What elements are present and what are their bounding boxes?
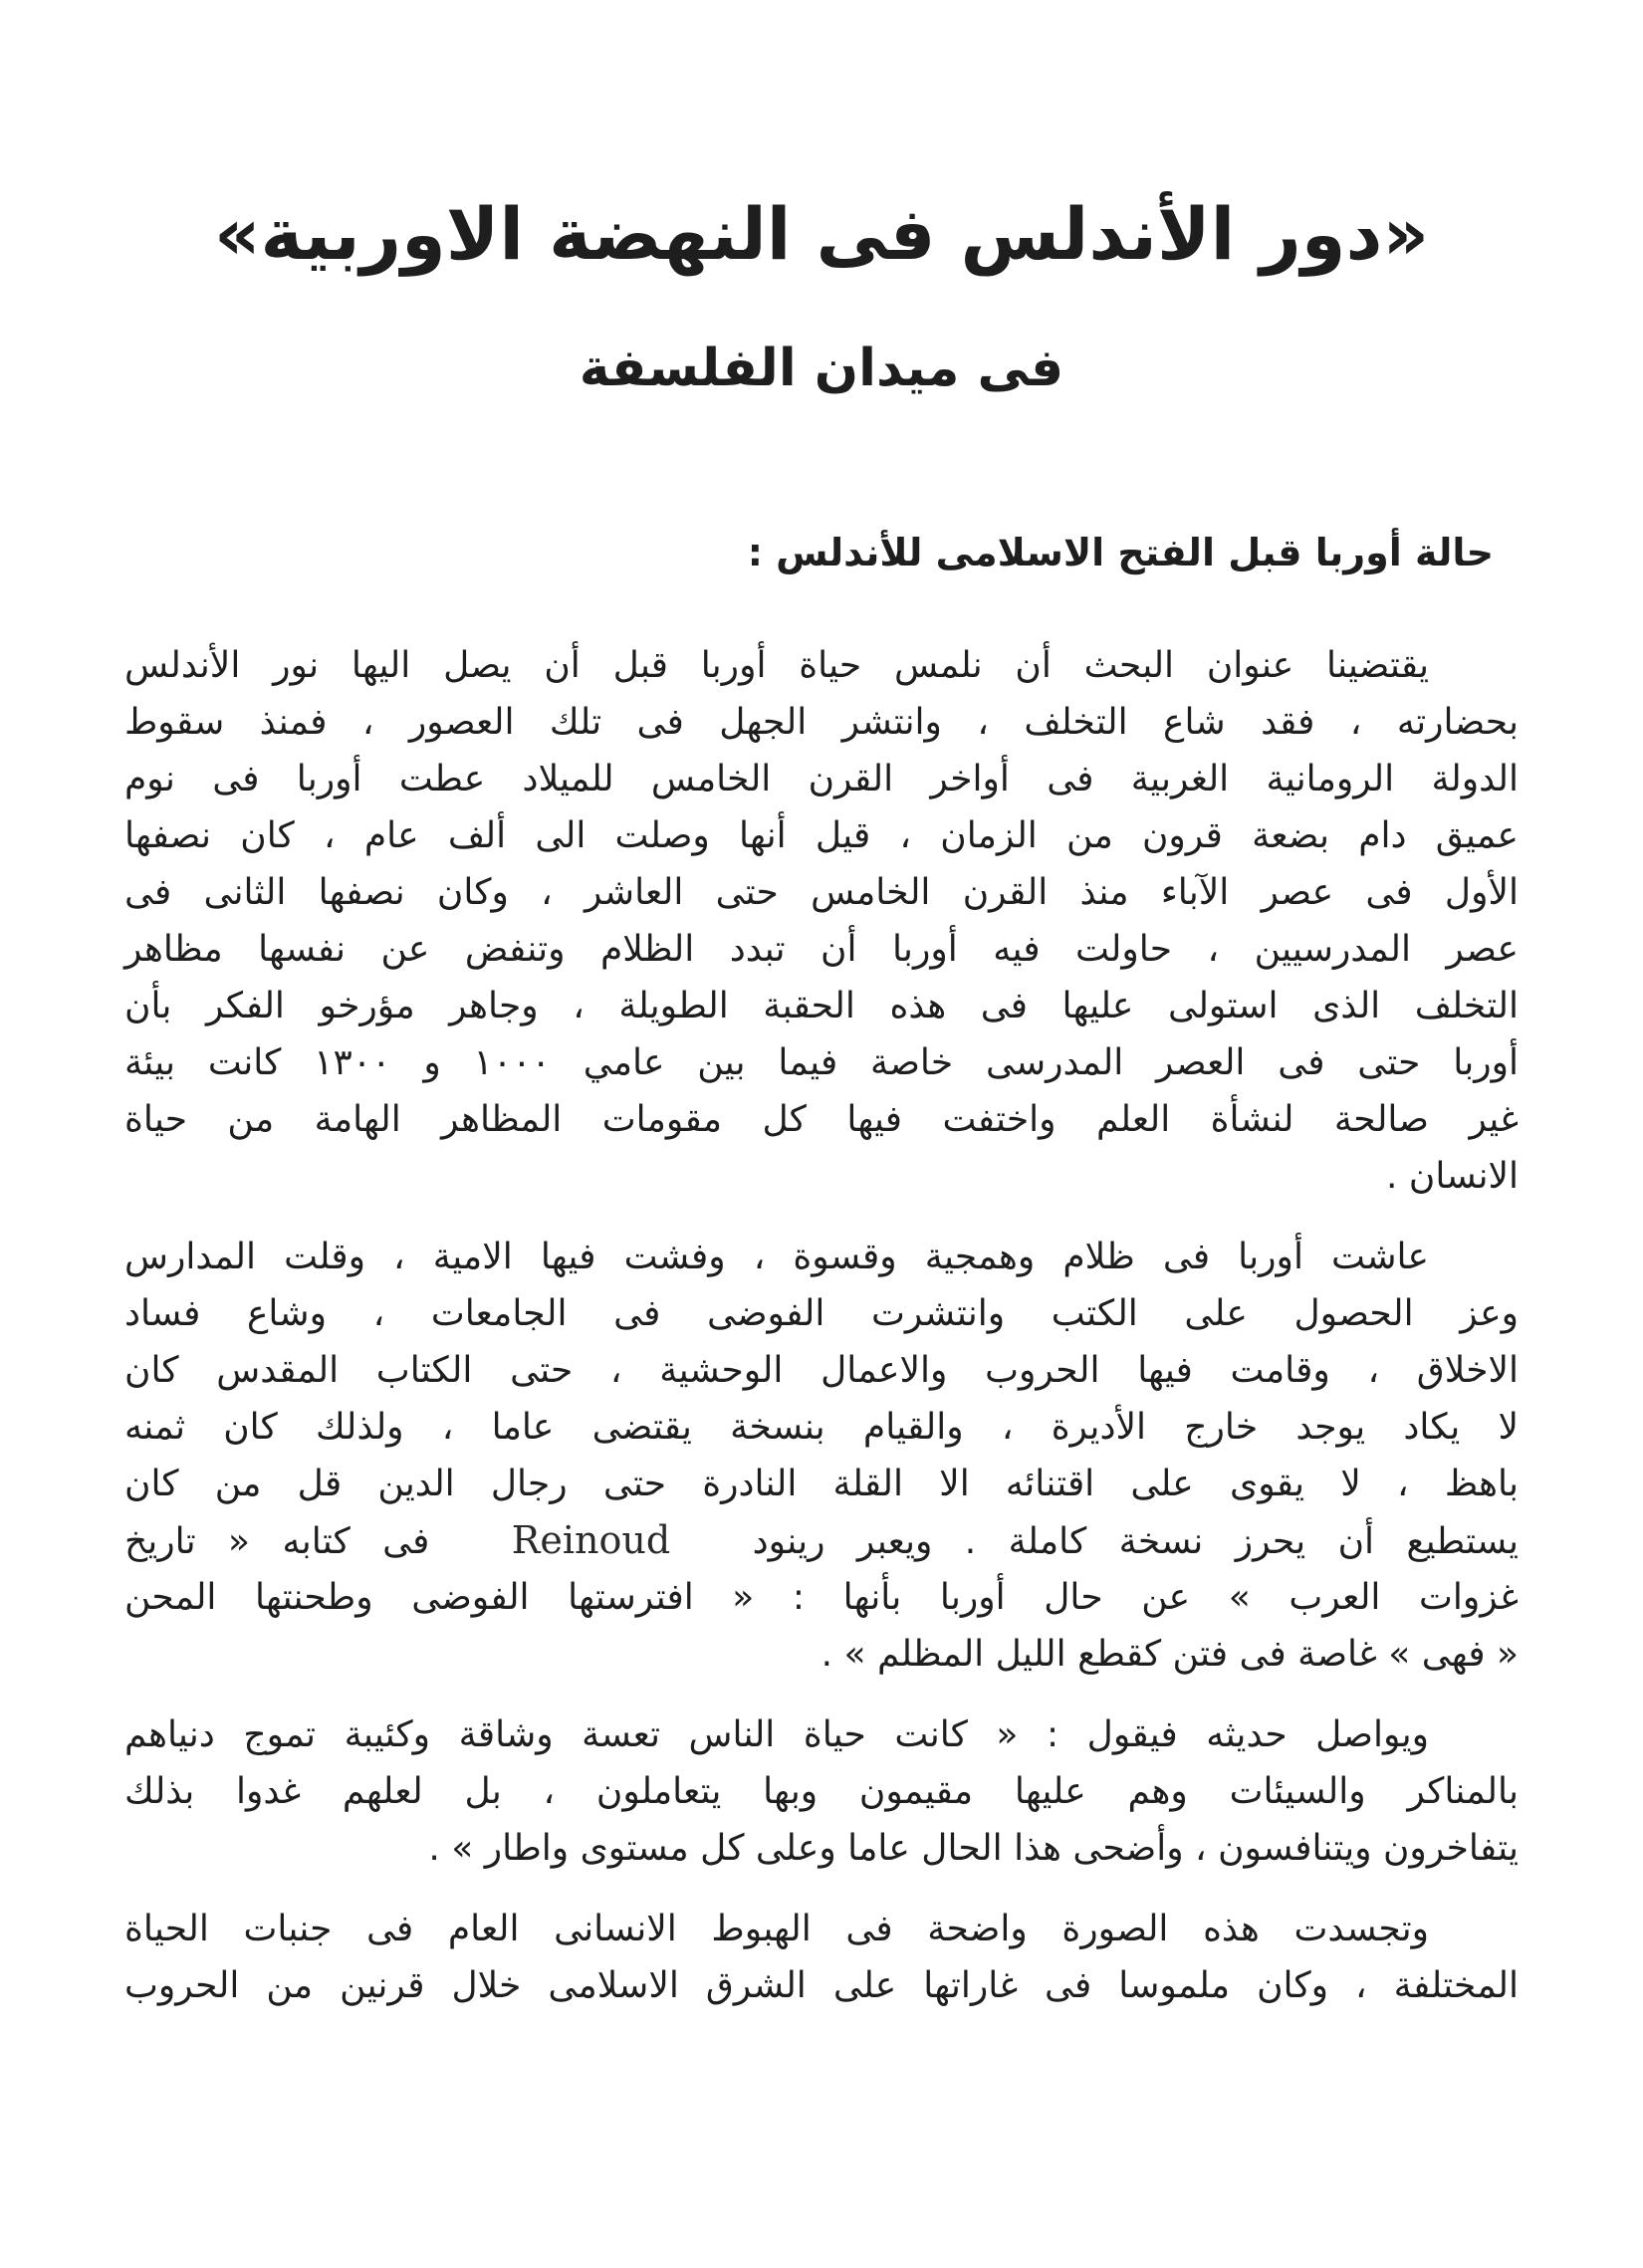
text-line: غزوات العرب » عن حال أوربا بأنها : « افترستها الفوضى وطحنتها المحن [124,1577,1519,1618]
body-text [124,637,1519,2038]
text-line: الأول فى عصر الآباء منذ القرن الخامس حتى العاشر ، وكان نصفها الثانى فى [124,872,1519,913]
text-line: الاخلاق ، وقامت فيها الحروب والاعمال الوحشية ، حتى الكتاب المقدس كان [124,1350,1519,1391]
text-line: بحضارته ، فقد شاع التخلف ، وانتشر الجهل فى تلك العصور ، فمنذ سقوط [124,702,1519,743]
text-line: بالمناكر والسيئات وهم عليها مقيمون وبها يتعاملون ، بل لعلهم غدوا بذلك [124,1771,1519,1812]
text-line: وعز الحصول على الكتب وانتشرت الفوضى فى الجامعات ، وشاع فساد [124,1293,1519,1334]
text-line: المختلفة ، وكان ملموسا فى غاراتها على الشرق الاسلامى خلال قرنين من الحروب [124,1965,1519,2006]
text-line: وتجسدت هذه الصورة واضحة فى الهبوط الانسانى العام فى جنبات الحياة [124,1909,1429,1949]
text-line: يتفاخرون ويتنافسون ، وأضحى هذا الحال عاما وعلى كل مستوى واطار » . [428,1828,1519,1869]
paragraph-3 [124,1706,1519,1877]
reinaud-line-before: يستطيع أن يحرز نسخة كاملة . ويعبر رينود [752,1521,1519,1562]
text-line: عصر المدرسيين ، حاولت فيه أوربا أن تبدد الظلام وتنفض عن نفسها مظاهر [124,929,1519,970]
text-line: يقتضينا عنوان البحث أن نلمس حياة أوربا قبل أن يصل اليها نور الأندلس [124,645,1429,686]
text-line: غير صالحة لنشأة العلم واختفت فيها كل مقومات المظاهر الهامة من حياة [124,1099,1519,1140]
text-line: أوربا حتى فى العصر المدرسى خاصة فيما بين عامي ١٠٠٠ و ١٣٠٠ كانت بيئة [124,1042,1519,1083]
paragraph-4 [124,1901,1519,2014]
text-line: ويواصل حديثه فيقول : « كانت حياة الناس تعسة وشاقة وكئيبة تموج دنياهم [124,1714,1429,1755]
reinaud-latin-name: Reinoud [511,1518,671,1562]
text-line: لا يكاد يوجد خارج الأديرة ، والقيام بنسخة يقتضى عاما ، ولذلك كان ثمنه [124,1407,1519,1448]
text-line: عميق دام بضعة قرون من الزمان ، قيل أنها وصلت الى ألف عام ، كان نصفها [124,815,1519,856]
document-subtitle: فى ميدان الفلسفة [579,339,1064,398]
text-line: عاشت أوربا فى ظلام وهمجية وقسوة ، وفشت فيها الامية ، وقلت المدارس [124,1237,1429,1277]
paragraph-2 [124,1229,1519,1683]
reinaud-line [124,1512,1519,1569]
text-line: باهظ ، لا يقوى على اقتنائه الا القلة النادرة حتى رجال الدين قل من كان [124,1464,1519,1504]
paragraph-1 [124,637,1519,1205]
reinaud-line-after: فى كتابه « تاريخ [124,1521,430,1562]
document-title: «دور الأندلس فى النهضة الاوربية» [214,192,1429,276]
section-heading: حالة أوربا قبل الفتح الاسلامى للأندلس : [747,531,1494,574]
text-line: الانسان . [1386,1156,1519,1197]
text-line: الدولة الرومانية الغربية فى أواخر القرن الخامس للميلاد عطت أوربا فى نوم [124,759,1519,799]
text-line: التخلف الذى استولى عليها فى هذه الحقبة الطويلة ، وجاهر مؤرخو الفكر بأن [124,986,1519,1026]
text-line: « فهى » غاصة فى فتن كقطع الليل المظلم » . [821,1634,1519,1675]
